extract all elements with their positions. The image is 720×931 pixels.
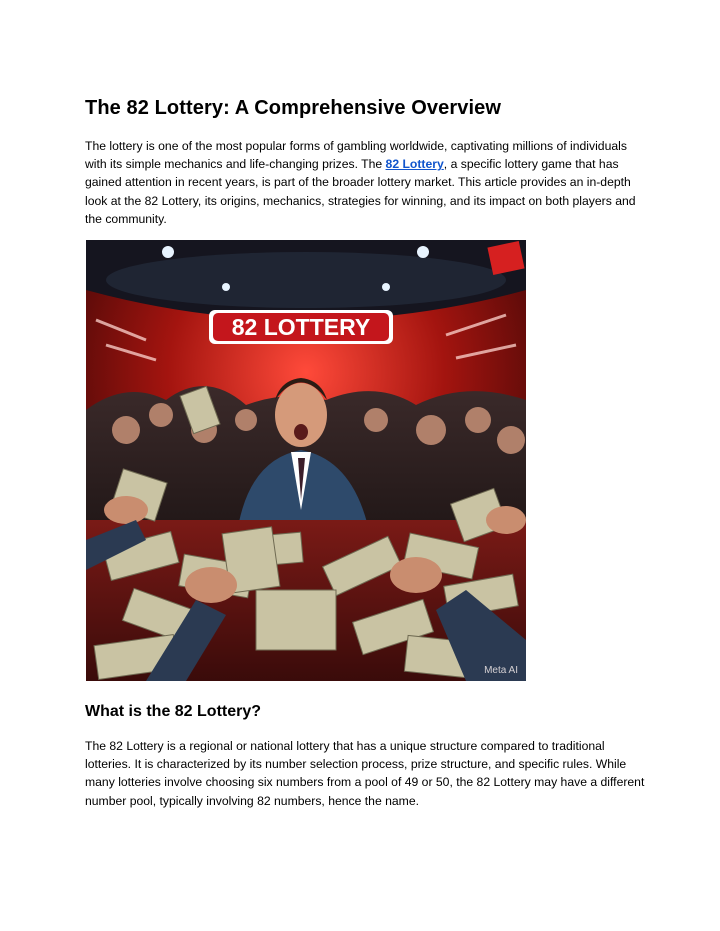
intro-text-before: The lottery is one of the most popular forms of gambling worldwide, captivating millions of individuals with its simple mechanics and life-changing prizes. The: [85, 139, 627, 172]
intro-text-after: , a specific lottery game that has gained attention in recent years, is part of the broader lottery market. This article provides an in-depth look at the 82 Lottery, its origins, mechanics, strategies for winning, and its impact on both players and the community.: [85, 157, 636, 226]
lottery-illustration: [86, 240, 526, 681]
section-paragraph: The 82 Lottery is a regional or national lottery that has a unique structure compared to traditional lotteries. It is characterized by its number selection process, prize structure, and specific rules. While many lotteries involve choosing six numbers from a pool of 49 or 50, the 82 Lottery may have a different number pool, typically involving 82 numbers, hence the name.: [85, 739, 645, 808]
82-lottery-link[interactable]: 82 Lottery: [385, 157, 444, 172]
section-heading: What is the 82 Lottery?: [85, 703, 262, 720]
intro-paragraph: [85, 137, 645, 228]
hero-image: [86, 240, 526, 681]
watermark-text: Meta AI: [484, 665, 518, 676]
sign-text: 82 LOTTERY: [231, 314, 371, 340]
page-title: The 82 Lottery: A Comprehensive Overview: [85, 97, 501, 119]
